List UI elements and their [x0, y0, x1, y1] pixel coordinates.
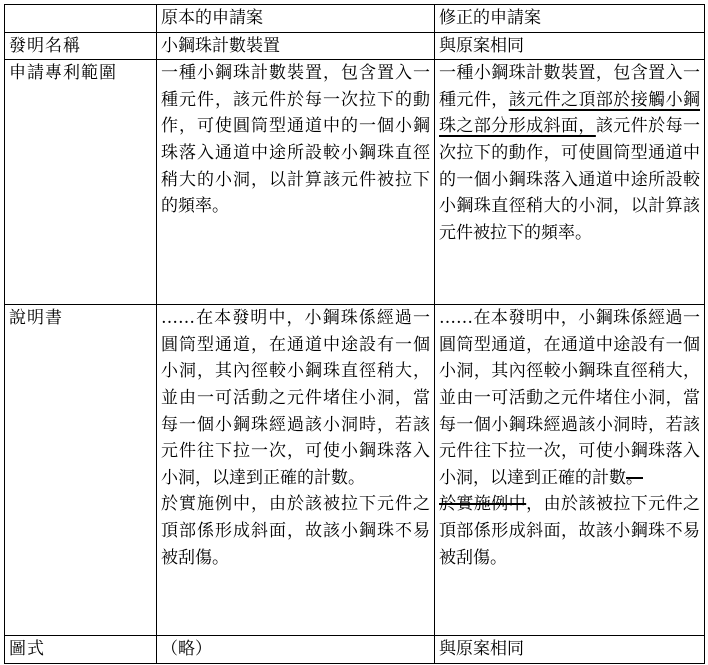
drawings-row	[5, 636, 705, 664]
header-original-cell: 原本的申請案	[157, 5, 435, 33]
claims-row	[5, 60, 705, 305]
description-amended	[435, 305, 705, 636]
claims-amended-before: 一種小鋼珠計數裝置，包含置入一種元件，	[439, 63, 700, 110]
header-row	[5, 5, 705, 33]
description-label: 說明書	[5, 305, 157, 636]
title-row	[5, 32, 705, 60]
description-amended-p2-deleted: 於實施例中	[439, 494, 527, 515]
claims-amended-added-text: 該元件之頂部於接觸小鋼珠之部分形成斜面，	[439, 89, 701, 137]
description-original	[157, 305, 435, 636]
description-amended-p1: ……在本發明中，小鋼珠係經過一圓筒型通道，在通道中途設有一個小洞，其內徑較小鋼珠直徑稍大，並由一可活動之元件堵住小洞，當每一個小鋼珠經過該小洞時，若該元件往下拉一次，可使小鋼珠落入小洞，以達到正確的計數	[439, 308, 700, 488]
claims-label: 申請專利範圍	[5, 60, 157, 305]
description-original-p1: ……在本發明中，小鋼珠係經過一圓筒型通道，在通道中途設有一個小洞，其內徑較小鋼珠直徑稍大，並由一可活動之元件堵住小洞，當每一個小鋼珠經過該小洞時，若該元件往下拉一次，可使小鋼珠落入小洞，以達到正確的計數。	[161, 308, 430, 488]
description-row	[5, 305, 705, 636]
claims-original: 一種小鋼珠計數裝置，包含置入一種元件，該元件於每一次拉下的動作，可使圓筒型通道中的一個小鋼珠落入通道中途所設較小鋼珠直徑稍大的小洞，以計算該元件被拉下的頻率。	[157, 60, 435, 305]
header-amended-cell: 修正的申請案	[435, 5, 705, 33]
header-blank-cell	[5, 5, 157, 33]
claims-amended	[435, 60, 705, 305]
description-amended-p1-wrap	[439, 305, 700, 491]
drawings-label: 圖式	[5, 636, 157, 664]
description-amended-p2-wrap	[439, 491, 700, 571]
drawings-amended: 與原案相同	[435, 636, 705, 664]
description-amended-p1-deleted: 。	[626, 467, 643, 488]
title-amended: 與原案相同	[435, 32, 705, 60]
description-amended-p2-rest: ，由於該被拉下元件之頂部係形成斜面，故該小鋼珠不易被刮傷。	[439, 494, 701, 568]
title-label: 發明名稱	[5, 32, 157, 60]
title-original: 小鋼珠計數裝置	[157, 32, 435, 60]
comparison-table	[4, 4, 705, 664]
drawings-original: （略）	[157, 636, 435, 664]
claims-amended-after: 該元件於每一次拉下的動作，可使圓筒型通道中的一個小鋼珠落入通道中途所設較小鋼珠直徑稍大的小洞，以計算該元件被拉下的頻率。	[439, 116, 701, 243]
description-original-p2: 於實施例中，由於該被拉下元件之頂部係形成斜面，故該小鋼珠不易被刮傷。	[161, 494, 430, 568]
